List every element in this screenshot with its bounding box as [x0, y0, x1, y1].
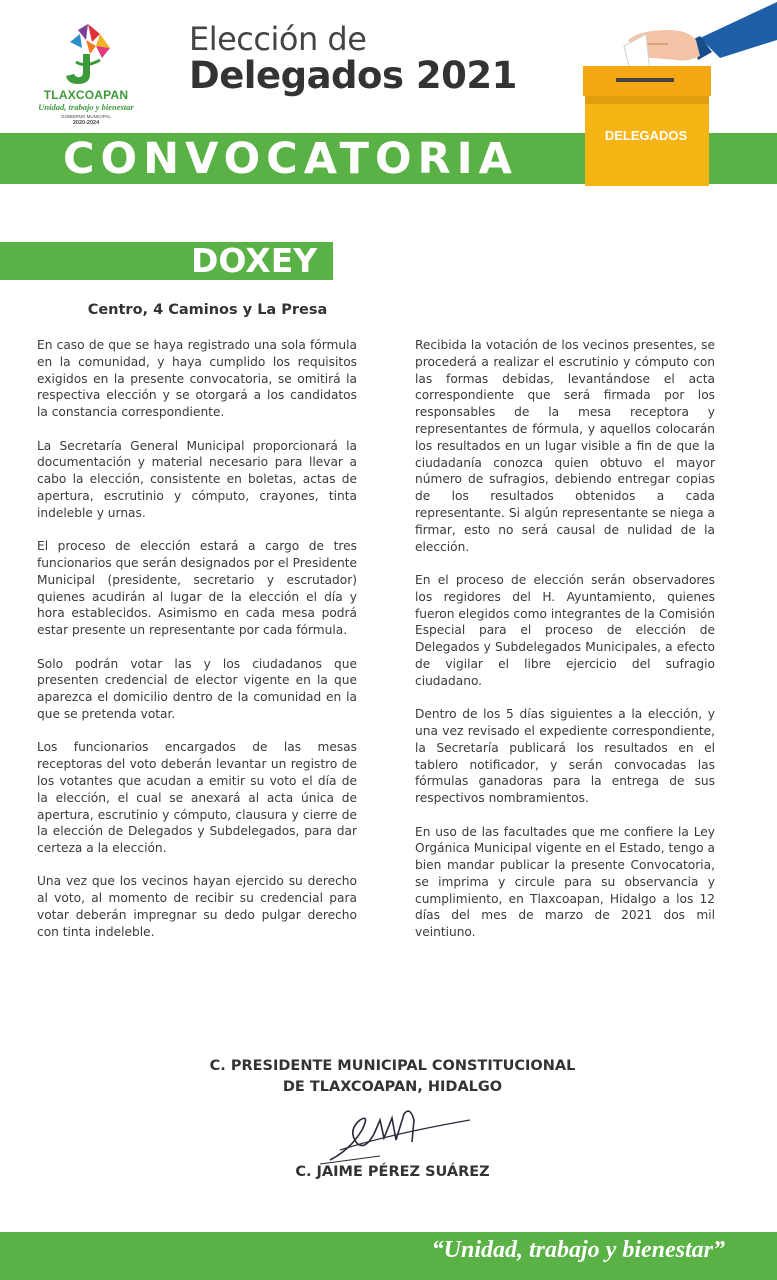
page-title-line1: Elección de — [189, 20, 367, 58]
municipal-logo — [30, 22, 142, 132]
paragraph: El proceso de elección estará a cargo de tres funcionarios que serán designados por el Presidente Municipal (presidente, secretario y escrutador) quienes acudirán al lugar de la elección el día y hora establecidos. Asimismo en cada mesa podrá estar presente un representante por cada fórmula. — [37, 539, 357, 638]
paragraph: Solo podrán votar las y los ciudadanos que presenten credencial de elector vigente en la que aparezca el domicilio dentro de la comunidad en la que se pretenda votar. — [37, 656, 357, 721]
banner-title: CONVOCATORIA — [63, 134, 518, 184]
signatory-name: C. JAIME PÉREZ SUÁREZ — [295, 1164, 490, 1180]
paragraph: Los funcionarios encargados de las mesas receptoras del voto deberán levantar un registro de los votantes que acudan a emitir su voto el día de la elección, el cual se anexará al acta única de apertura, escrutinio y cómputo, clausura y cierre de la elección de Delegados y Subdelegados, para dar certeza a la elección. — [37, 740, 357, 856]
logo-government: GOBIERNO MUNICIPAL — [61, 114, 111, 119]
tlaxcoapan-logo-icon — [56, 22, 116, 88]
paragraph: Dentro de los 5 días siguientes a la elección, y una vez revisado el expediente correspondiente, la Secretaría publicará los resultados en el tablero notificador, y serán convocadas las fórmulas ganadoras para la entrega de sus respectivos nombramientos. — [415, 707, 715, 806]
logo-years: 2020-2024 — [72, 120, 100, 126]
paragraph: La Secretaría General Municipal proporcionará la documentación y material necesario para llevar a cabo la elección, consistente en boletas, actas de apertura, escrutinio y cómputo, crayones, tinta indeleble y urnas. — [37, 438, 357, 520]
paragraph: Una vez que los vecinos hayan ejercido su derecho al voto, al momento de recibir su credencial para votar deberán impregnar su dedo pulgar derecho con tinta indeleble. — [37, 874, 357, 939]
right-column — [415, 337, 715, 958]
paragraph: En uso de las facultades que me confiere la Ley Orgánica Municipal vigente en el Estado, tengo a bien mandar publicar la presente Convocatoria, se imprima y circule para su observancia y cumplimiento, en Tlaxcoapan, Hidalgo a los 12 días del mes de marzo de 2021 dos mil veintiuno. — [415, 824, 715, 940]
paragraph: Recibida la votación de los vecinos presentes, se procederá a realizar el escrutinio y cómputo con las formas debidas, levantándose el acta correspondiente que será firmada por los responsables de la mesa receptora y representantes de fórmula, y aquellos colocarán los resultados en un lugar visible a fin de que la ciudadanía conozca quien obtuvo el mayor número de sufragios, debiendo entregar copias de los resultados obtenidos a cada representante. Si algún representante se niega a firmar, esto no será causal de nulidad de la elección. — [415, 338, 715, 554]
paragraph: En caso de que se haya registrado una sola fórmula en la comunidad, y haya cumplido los requisitos exigidos en la presente convocatoria, se omitirá la respectiva elección y se otorgará a los candidatos la constancia correspondiente. — [37, 338, 357, 420]
signatory-title-line1: C. PRESIDENTE MUNICIPAL CONSTITUCIONAL — [209, 1058, 576, 1074]
page-title-line2: Delegados 2021 — [189, 54, 517, 97]
community-areas: Centro, 4 Caminos y La Presa — [87, 302, 328, 318]
left-column — [37, 337, 357, 957]
community-name: DOXEY — [191, 241, 318, 280]
ballot-label: DELEGADOS — [604, 128, 688, 143]
logo-slogan: Unidad, trabajo y bienestar — [38, 102, 134, 112]
handwritten-signature — [300, 1090, 500, 1170]
signatory-title-line2: DE TLAXCOAPAN, HIDALGO — [282, 1079, 503, 1095]
logo-name: TLAXCOAPAN — [43, 88, 129, 102]
footer-motto: “Unidad, trabajo y bienestar” — [431, 1237, 725, 1263]
ballot-box-icon — [580, 0, 777, 186]
paragraph: En el proceso de elección serán observadores los regidores del H. Ayuntamiento, quienes fueron elegidos como integrantes de la Comisión Especial para el proceso de elección de Delegados y Subdelegados Municipales, a efecto de vigilar el libre ejercicio del sufragio ciudadano. — [415, 572, 715, 688]
